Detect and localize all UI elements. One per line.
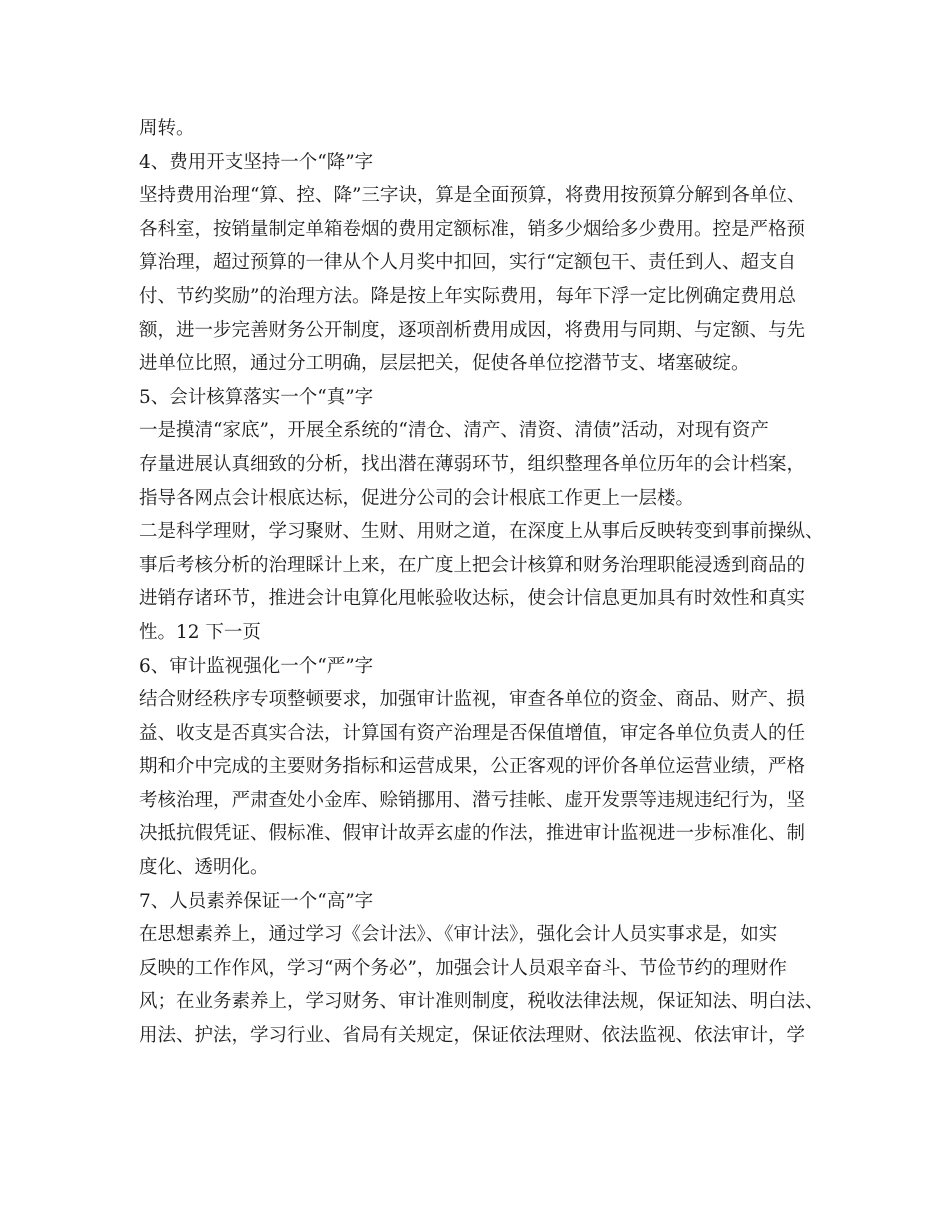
text-line: 付、节约奖励”的治理方法。降是按上年实际费用，每年下浮一定比例确定费用总 <box>139 285 796 307</box>
text-line: 决抵抗假凭证、假标准、假审计故弄玄虚的作法，推进审计监视进一步标准化、制 <box>139 823 806 845</box>
text-line: 进销存诸环节，推进会计电算化甩帐验收达标，使会计信息更加具有时效性和真实 <box>139 588 806 610</box>
text-line: 性。12 下一页 <box>139 621 261 643</box>
text-line: 指导各网点会计根底达标，促进分公司的会计根底工作更上一层楼。 <box>139 487 695 509</box>
text-line: 进单位比照，通过分工明确，层层把关，促使各单位挖潜节支、堵塞破绽。 <box>139 353 750 375</box>
section-heading-4: 4、费用开支坚持一个“降”字 <box>139 151 374 173</box>
section-heading-5: 5、会计核算落实一个“真”字 <box>139 386 374 408</box>
document-body <box>139 112 824 1053</box>
text-line: 反映的工作作风，学习“两个务必”，加强会计人员艰辛奋斗、节俭节约的理财作 <box>139 957 787 979</box>
text-line: 益、收支是否真实合法，计算国有资产治理是否保值增值，审定各单位负责人的任 <box>139 722 806 744</box>
text-line: 事后考核分析的治理睬计上来，在广度上把会计核算和财务治理职能浸透到商品的 <box>139 554 806 576</box>
text-line: 二是科学理财，学习聚财、生财、用财之道，在深度上从事后反映转变到事前操纵、 <box>139 521 824 543</box>
text-line: 存量进展认真细致的分析，找出潜在薄弱环节，组织整理各单位历年的会计档案， <box>139 453 806 475</box>
text-line: 周转。 <box>139 118 195 139</box>
text-line: 用法、护法，学习行业、省局有关规定，保证依法理财、依法监视、依法审计，学 <box>139 1025 806 1047</box>
section-heading-6: 6、审计监视强化一个“严”字 <box>139 655 374 677</box>
text-line: 度化、透明化。 <box>139 857 269 879</box>
text-line: 算治理，超过预算的一律从个人月奖中扣回，实行“定额包干、责任到人、超支自 <box>139 252 796 274</box>
text-line: 考核治理，严肃查处小金库、赊销挪用、潜亏挂帐、虚开发票等违规违纪行为，坚 <box>139 789 806 811</box>
text-line: 风；在业务素养上，学习财务、审计准则制度，税收法律法规，保证知法、明白法、 <box>139 991 824 1013</box>
text-line: 额，进一步完善财务公开制度，逐项剖析费用成因，将费用与同期、与定额、与先 <box>139 319 806 341</box>
text-line: 在思想素养上，通过学习《会计法》、《审计法》，强化会计人员实事求是，如实 <box>139 924 778 946</box>
text-line: 结合财经秩序专项整顿要求，加强审计监视，审查各单位的资金、商品、财产、损 <box>139 689 806 711</box>
text-line: 坚持费用治理“算、控、降”三字诀，算是全面预算，将费用按预算分解到各单位、 <box>139 185 806 207</box>
text-line: 期和介中完成的主要财务指标和运营成果，公正客观的评价各单位运营业绩，严格 <box>139 756 806 778</box>
text-line: 一是摸清“家底”，开展全系统的“清仓、清产、清资、清债”活动，对现有资产 <box>139 420 769 442</box>
text-line: 各科室，按销量制定单箱卷烟的费用定额标准，销多少烟给多少费用。控是严格预 <box>139 218 806 240</box>
section-heading-7: 7、人员素养保证一个“高”字 <box>139 890 374 912</box>
